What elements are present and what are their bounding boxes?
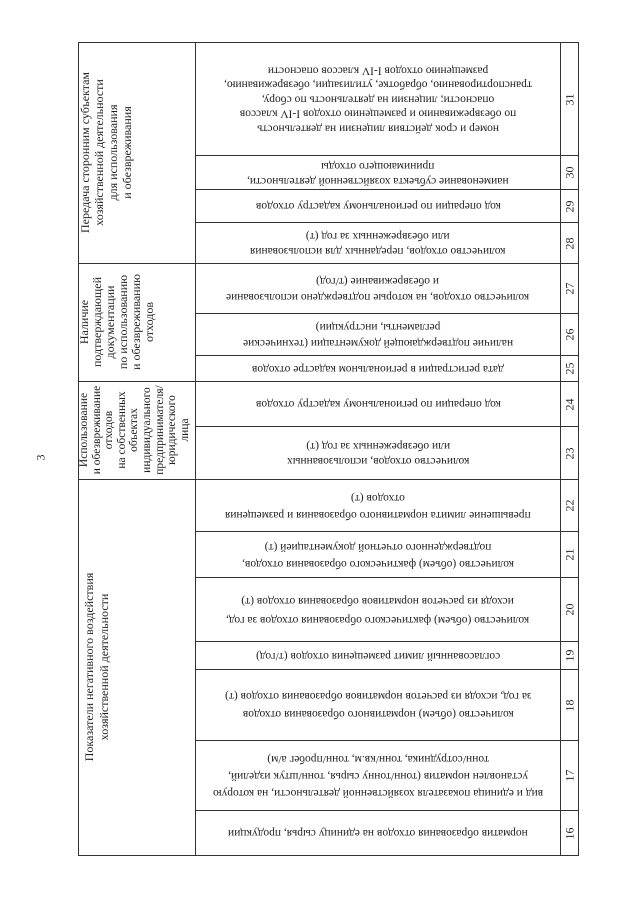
group-header-line: юридического: [166, 395, 179, 465]
column-header-line: или обезвреженных за год (т): [306, 230, 450, 242]
column-header-text: [242, 538, 514, 572]
column-number: 29: [562, 200, 576, 212]
group-header-text: [78, 479, 195, 855]
column-number-20: [561, 578, 578, 641]
group-header-documentation: [78, 263, 195, 381]
column-number: 23: [562, 447, 576, 459]
column-header-text: [228, 825, 528, 841]
column-header-line: установлен норматив (тонн/тонну сырья, тонн/штук изделий,: [228, 770, 528, 782]
column-header-text: [287, 438, 469, 468]
column-header-line: вид и единица показателя хозяйственной деятельности, на которую: [212, 787, 544, 799]
column-number: 17: [562, 769, 576, 782]
column-number-21: [561, 532, 578, 577]
group-header-text: [78, 263, 195, 381]
column-number-23: [561, 427, 578, 479]
column-number: 28: [562, 237, 576, 249]
column-number-25: [561, 356, 578, 381]
column-header-27: [196, 264, 560, 313]
column-header-line: принимающего отходы: [321, 159, 435, 172]
column-header-line: количество (объем) фактического образования отходов за год,: [226, 613, 530, 626]
column-header-line: отходов (т): [351, 491, 405, 504]
column-header-line: код операции по региональному кадастру отходов: [255, 200, 501, 212]
column-header-line: превышение лимита нормативного образования и размещения: [225, 508, 531, 521]
column-header-line: номер и срок действия лицензии на деятельность: [257, 122, 499, 135]
group-header-transfer: [78, 42, 195, 263]
column-header-22: [196, 480, 560, 531]
column-number-22: [561, 480, 578, 531]
column-header-line: код операции по региональному кадастру отходов: [255, 398, 501, 410]
column-number: 27: [562, 282, 576, 295]
column-number-31: [561, 43, 578, 155]
column-header-text: [224, 63, 532, 136]
group-header-line: отходов: [103, 410, 116, 450]
column-header-text: [226, 273, 529, 305]
column-header-text: [252, 361, 504, 377]
column-header-text: [256, 648, 500, 664]
column-header-23: [196, 427, 560, 479]
group-header-text: [78, 42, 195, 263]
column-header-line: дата регистрации в региональном кадастре отходов: [252, 362, 504, 375]
column-header-text: [247, 158, 509, 188]
column-number: 22: [562, 499, 576, 512]
group-header-line: Использование: [78, 392, 90, 468]
column-header-line: количество отходов, переданных для использования: [250, 245, 506, 257]
group-header-line: и обезвреживания: [120, 106, 134, 199]
column-number: 19: [562, 649, 576, 662]
column-header-21: [196, 532, 560, 577]
column-header-17: [196, 741, 560, 810]
column-header-line: подтвержденного отчетной документацией (т): [264, 540, 492, 553]
column-number: 16: [562, 827, 576, 839]
group-header-line: предпринимателя/: [153, 385, 166, 475]
column-number-18: [561, 670, 578, 740]
column-number-24: [561, 382, 578, 426]
column-number: 20: [562, 603, 576, 616]
column-header-line: регламенты, инструкции): [315, 320, 441, 333]
group-header-line: и обезвреживанию: [129, 274, 143, 370]
table-border-right: [578, 42, 579, 856]
group-header-own-facilities: [78, 381, 195, 479]
column-header-text: [213, 750, 543, 801]
column-number: 18: [562, 699, 576, 711]
column-number: 26: [562, 328, 576, 341]
column-header-line: тонн/сотрудника, тонн/кв.м, тонн/пробег а/м): [267, 753, 489, 765]
group-header-line: индивидуального: [140, 387, 153, 473]
column-number: 25: [562, 362, 576, 375]
group-header-line: Наличие: [77, 299, 91, 345]
group-header-line: и обезвреживание: [90, 385, 103, 475]
table-border-bottom: [78, 855, 579, 856]
column-header-line: количество отходов, на которые подтверждено использование: [226, 290, 530, 303]
group-header-line: отходов: [142, 301, 156, 343]
page-number-text: 3: [33, 454, 48, 460]
group-header-line: лица: [178, 418, 191, 442]
group-header-text: [78, 381, 195, 479]
column-number-28: [561, 223, 578, 263]
column-number: 30: [562, 166, 576, 179]
column-header-line: наличие подтверждающей документации (технические: [242, 336, 514, 349]
group-header-line: хозяйственной деятельности: [97, 593, 111, 741]
column-header-16: [196, 811, 560, 855]
column-header-19: [196, 642, 560, 669]
column-header-text: [250, 228, 505, 258]
column-header-28: [196, 223, 560, 263]
group-header-line: Передача сторонним субъектам: [78, 71, 92, 234]
column-header-line: и обезвреживание (т/год): [316, 274, 440, 287]
group-header-line: по использованию: [116, 274, 130, 370]
column-number-29: [561, 190, 578, 222]
column-header-text: [243, 319, 513, 351]
column-header-line: транспортированию, обработке, утилизации, обезвреживанию,: [223, 78, 533, 91]
column-header-text: [256, 396, 501, 412]
page-number: [33, 449, 49, 465]
column-number: 21: [562, 548, 576, 561]
column-number-30: [561, 156, 578, 189]
group-header-line: объектах: [128, 408, 141, 452]
column-header-26: [196, 314, 560, 355]
group-header-line: хозяйственной деятельности: [92, 79, 106, 226]
column-header-line: опасности; лицензии на деятельность по сбору,: [261, 93, 495, 106]
column-header-30: [196, 156, 560, 189]
group-header-line: подтверждающей: [90, 276, 104, 368]
column-number-27: [561, 264, 578, 313]
column-header-29: [196, 190, 560, 222]
column-header-line: количество отходов, использованных: [286, 455, 470, 467]
column-header-25: [196, 356, 560, 381]
column-header-line: наименование субъекта хозяйственной деятельности,: [247, 174, 509, 187]
column-number-17: [561, 741, 578, 810]
column-header-line: норматив образования отходов на единицу сырья, продукции: [228, 827, 528, 839]
column-header-text: [256, 198, 501, 214]
column-header-line: количество (объем) фактического образования отходов,: [241, 557, 514, 570]
column-header-24: [196, 382, 560, 426]
group-header-line: Показатели негативного воздействия: [82, 572, 96, 762]
column-number-26: [561, 314, 578, 355]
column-header-line: количество (объем) нормативного образования отходов: [242, 708, 514, 720]
column-header-line: исходя из расчетов нормативов образования отходов (т): [241, 594, 515, 607]
column-header-31: [196, 43, 560, 155]
column-header-line: за год, исходя из расчетов нормативов образования отходов (т): [224, 690, 532, 702]
group-header-line: документации: [103, 285, 117, 359]
column-header-line: или обезвреженных за год (т): [306, 440, 450, 452]
column-header-text: [225, 489, 531, 523]
column-number-16: [561, 811, 578, 855]
column-number: 24: [562, 398, 576, 410]
group-header-line: для использования: [106, 104, 120, 201]
column-header-20: [196, 578, 560, 641]
column-number-19: [561, 642, 578, 669]
column-header-line: по обезвреживанию и размещению отходов I-IV классов: [239, 107, 517, 120]
column-number: 31: [562, 93, 576, 105]
column-header-text: [226, 591, 529, 629]
group-header-line: на собственных: [115, 391, 128, 469]
column-header-line: размещению отходов I-IV классов опасности: [267, 64, 489, 77]
column-header-text: [225, 687, 532, 723]
column-header-line: согласованный лимит размещения отходов (т/год): [255, 649, 501, 662]
column-header-18: [196, 670, 560, 740]
group-header-impact-indicators: [78, 479, 195, 855]
